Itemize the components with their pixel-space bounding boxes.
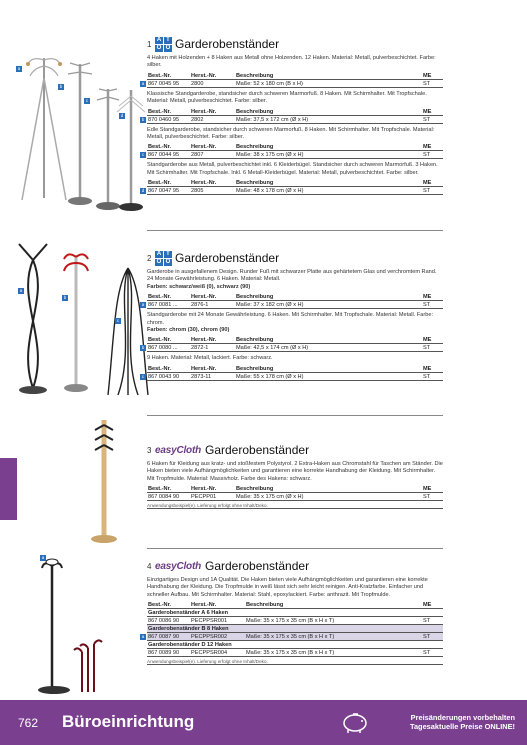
table-header: Best.-Nr. Herst.-Nr. Beschreibung ME [147, 336, 443, 344]
image-marker-d: d [120, 113, 124, 118]
easycloth-logo: easyCloth [155, 560, 201, 572]
wooden-coat-stand-image [84, 415, 124, 545]
ato-logo: A T O O [156, 36, 171, 51]
coat-stand-image-1d [112, 86, 150, 214]
image-marker-a: a [19, 288, 23, 293]
section-number: 4 [147, 561, 152, 571]
table-header: Best.-Nr. Herst.-Nr. Beschreibung ME [147, 485, 443, 493]
easycloth-logo: easyCloth [155, 444, 201, 456]
table-row: c 867 0044 95 2807 Maße: 38 x 175 cm (Ø x H) ST [147, 151, 443, 159]
section-divider [147, 415, 443, 416]
image-marker-c: c [85, 98, 89, 103]
page-number: 762 [18, 716, 39, 730]
color-options: Farben: schwarz/weiß (0), schwarz (90) [147, 283, 251, 290]
section-number: 3 [147, 445, 152, 455]
table-header: Best.-Nr. Herst.-Nr. Beschreibung ME [147, 293, 443, 301]
product-description: 9 Haken. Material: Metall, lackiert. Farbe: schwarz. [147, 355, 273, 362]
product-description: Garderobe in ausgefallenem Design. Runder Fuß mit schwarzer Platte aus gehärtetem Glas und verchromtem Rand. 24 Monate Gewährleistung. 6 Haken. Material: Metall. [147, 269, 437, 283]
section-3 [147, 442, 443, 509]
coat-stand-image-2a [10, 240, 56, 400]
section-1 [141, 36, 443, 195]
page-footer [0, 700, 527, 745]
table-row: a 867 0081 ... 2876-1 Maße: 37 x 182 cm (Ø x H) ST [147, 301, 443, 309]
chapter-tab [0, 458, 17, 520]
image-marker-c: c [116, 318, 120, 323]
table-header: Best.-Nr. Herst.-Nr. Beschreibung ME [147, 365, 443, 373]
variant-group-label: Garderobenständer A 6 Haken [147, 609, 443, 617]
product-description: Einzigartiges Design und 1A Qualität. Die Haken bieten viele Aufhängmöglichkeiten und garantieren eine korrekte Handhabung der Kleidung. Die Tropfmulde in weiß lässt sich sehr leicht reinigen. Anti-Kratzfarbe. Einfacher und schneller Aufbau. Mit Schirmhalter. Material: Stahl, epoxylackiert. Farbe: anthrazit. Mit Tropfmulde. [147, 577, 428, 598]
table-header: Best.-Nr. Herst.-Nr. Beschreibung ME [147, 72, 443, 80]
section-2 [141, 250, 443, 381]
coat-stand-image-2b [58, 245, 94, 395]
table-header: Best.-Nr. Herst.-Nr. Beschreibung ME [147, 143, 443, 151]
section-number: 2 [147, 253, 152, 263]
usage-note: Anwendungsbeispiel(e). Lieferung erfolgt ohne Inhalt/Deko. [147, 658, 443, 665]
price-note: Preisänderungen vorbehalten Tagesaktuelle Preise ONLINE! [409, 713, 515, 731]
section-divider [147, 230, 443, 231]
image-marker-a: a [41, 555, 45, 560]
product-description: 6 Haken für Kleidung aus kratz- und stoßfestem Polystyrol. 2 Extra-Haken aus Chromstahl für Taschen am Ständer. Die Haken bieten viele Aufhängmöglichkeiten und garantieren eine korrekte Handhabung der Kleidung. Mit Schirmhalter. Mit Tropfmulde. Material: Massivholz. Farbe des Hakens: schwarz. [147, 461, 443, 482]
table-row: a 867 0087 90 PECPPSR002 Maße: 35 x 175 x 35 cm (B x H x T) ST [147, 633, 443, 641]
color-options: Farben: chrom (30), chrom (90) [147, 327, 230, 334]
table-header: Best.-Nr. Herst.-Nr. Beschreibung ME [147, 108, 443, 116]
piggy-bank-icon [340, 710, 370, 734]
image-marker-a: a [17, 66, 21, 71]
metal-coat-stand-image [30, 548, 110, 698]
ato-logo: A T O O [156, 250, 171, 265]
section-4 [141, 558, 443, 665]
table-row: 867 0086 90 PECPPSR001 Maße: 35 x 175 x 35 cm (B x H x T) ST [147, 617, 443, 625]
variant-group-label: Garderobenständer D 12 Haken [147, 641, 443, 649]
table-row: c 867 0043 90 2873-11 Maße: 55 x 178 cm (Ø x H) ST [147, 373, 443, 381]
section-title: Garderobenständer [205, 443, 310, 457]
image-marker-b: b [59, 84, 63, 89]
section-title: Garderobenständer [175, 37, 280, 51]
section-title: Garderobenständer [205, 559, 310, 573]
table-row: b 867 0080 ... 2872-1 Maße: 42,5 x 174 cm (Ø x H) ST [147, 344, 443, 352]
product-description: Standgarderobe aus Metall, pulverbeschichtet inkl. 6 Kleiderbügel. Standsicher durch schweren Marmorfuß. 3 Haken. Mit Schirmhalter. Mit Tropfschale. Inkl. 6 Metall-Kleiderbügel. Material: Metall, pulverbeschichtet. Farbe: silber. [147, 162, 438, 176]
image-marker-b: b [63, 295, 67, 300]
table-header: Best.-Nr. Herst.-Nr. Beschreibung ME [147, 601, 443, 609]
section-divider [147, 548, 443, 549]
product-description: Edle Standgarderobe, standsicher durch schweren Marmorfuß. 8 Haken. Mit Schirmhalter. Mit Tropfschale. Material: Metall, pulverbeschichtet. Farbe: silber. [147, 126, 435, 141]
section-title: Garderobenständer [175, 251, 280, 265]
variant-group-label: Garderobenständer B 8 Haken [147, 625, 443, 633]
product-description: Klassische Standgarderobe, standsicher durch schweren Marmorfuß. 8 Haken. Mit Schirmhalter. Mit Tropfschale. Material: Metall, pulverbeschichtet. Farbe: silber. [147, 90, 427, 105]
product-description: 4 Haken mit Holzenden + 8 Haken aus Metall ohne Holzenden. 12 Haken. Material: Metall, pulverbeschichtet. Farbe: silber. [147, 55, 436, 69]
table-row: 867 0089 90 PECPPSR004 Maße: 35 x 175 x 35 cm (B x H x T) ST [147, 649, 443, 657]
table-row: a 867 0045 95 2800 Maße: 52 x 180 cm (B x H) ST [147, 80, 443, 88]
usage-note: Anwendungsbeispiel(e). Lieferung erfolgt ohne Inhalt/Deko. [147, 502, 443, 509]
product-description: Standgarderobe mit 24 Monate Gewährleistung. 6 Haken. Mit Schirmhalter. Mit Tropfschale. Material: Metall. Farbe: chrom. [147, 312, 434, 326]
table-row: 867 0084 90 PECPP01 Maße: 35 x 175 cm (Ø x H) ST [147, 493, 443, 501]
table-header: Best.-Nr. Herst.-Nr. Beschreibung ME [147, 179, 443, 187]
table-row: b 870 0460 95 2802 Maße: 37,5 x 172 cm (Ø x H) ST [147, 116, 443, 124]
section-number: 1 [147, 39, 152, 49]
footer-title: Büroeinrichtung [62, 712, 195, 731]
table-row: d 867 0047 95 2805 Maße: 48 x 178 cm (Ø x H) ST [147, 187, 443, 195]
